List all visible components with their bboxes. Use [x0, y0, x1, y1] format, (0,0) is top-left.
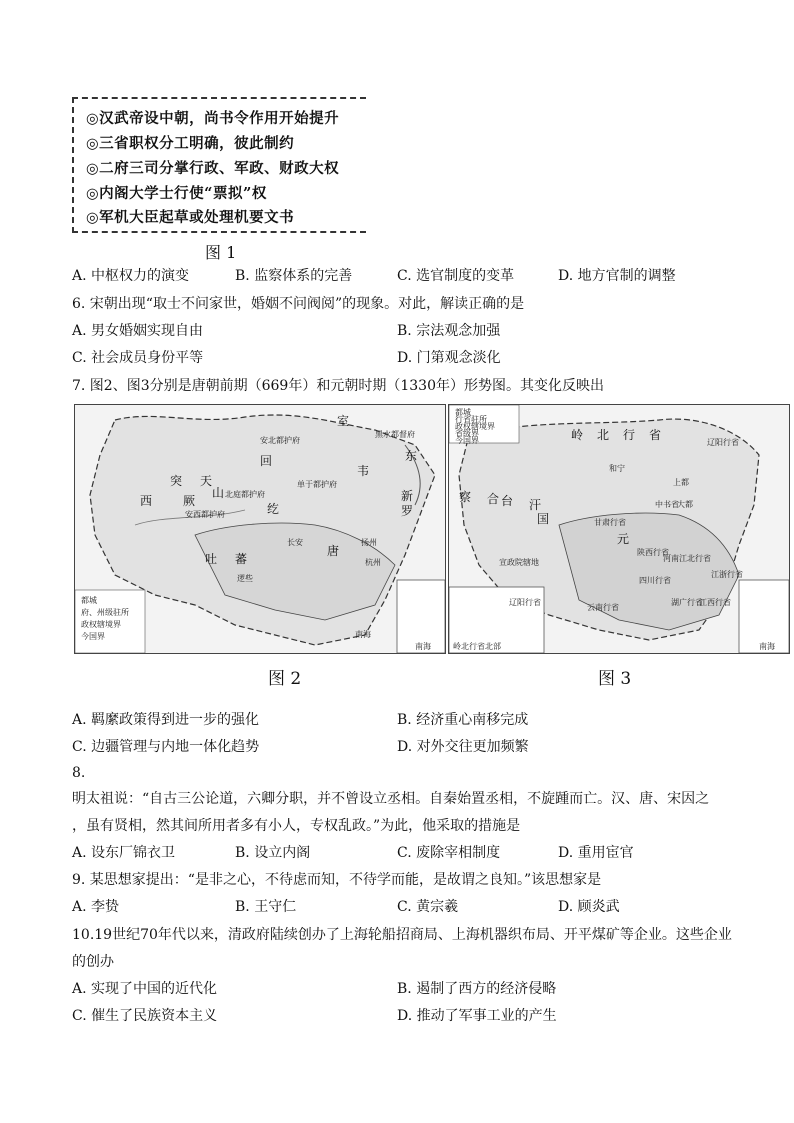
map-3-label: 四川行省: [639, 576, 671, 585]
map-3-drawing: [449, 405, 789, 653]
map-3-legend-item: 省级界: [455, 429, 479, 438]
q9-option-d: D. 顾炎武: [558, 899, 620, 915]
map-3-label: 察: [459, 490, 472, 504]
map-2-label: 室: [337, 414, 350, 428]
map-2-label: 天: [200, 474, 213, 488]
map-3-legend-item: 今国界: [455, 436, 479, 445]
map-2-legend-item: 今国界: [81, 632, 105, 641]
q9-stem: 9. 某思想家提出：“是非之心，不待虑而知，不待学而能，是故谓之良知。”该思想家是: [72, 872, 602, 888]
map-3-inset-label: 南海: [759, 642, 775, 651]
map-figure-2: [74, 404, 446, 654]
q7-option-a: A. 羁縻政策得到进一步的强化: [72, 712, 260, 728]
q8-stem-line-1: 明太祖说：“自古三公论道，六卿分职，并不曾设立丞相。自秦始置丞相，不旋踵而亡。汉、唐、宋因之: [72, 791, 710, 807]
map-2-label: 安西都护府: [185, 510, 225, 519]
map-3-label: 河南江北行省: [663, 554, 711, 563]
map-figure-3: [448, 404, 790, 654]
q8-option-a: A. 设东厂锦衣卫: [72, 845, 176, 861]
map-3-label: 岭: [571, 428, 584, 442]
map-2-label: 长安: [287, 538, 303, 547]
q6-option-a: A. 男女婚姻实现自由: [72, 323, 204, 339]
q6-option-b: B. 宗法观念加强: [397, 323, 501, 339]
figure-1-row: ◎内阁大学士行使“票拟”权: [86, 185, 267, 202]
q6-option-d: D. 门第观念淡化: [397, 350, 501, 366]
q10-stem-line-2: 的创办: [72, 954, 114, 970]
map-3-label: 省: [649, 428, 662, 442]
q5-option-c: C. 选官制度的变革: [397, 268, 515, 284]
map-3-inset-label: 岭北行省北部: [453, 642, 501, 651]
map-2-legend-item: 府、州级驻所: [81, 608, 129, 617]
figure-1-row: ◎三省职权分工明确，彼此制约: [86, 135, 295, 152]
q9-option-b: B. 王守仁: [235, 899, 297, 915]
map-2-label: 扬州: [361, 538, 377, 547]
map-3-legend-item: 都城: [455, 408, 471, 417]
q8-option-c: C. 废除宰相制度: [397, 845, 501, 861]
q7-option-b: B. 经济重心南移完成: [397, 712, 529, 728]
q6-option-c: C. 社会成员身份平等: [72, 350, 204, 366]
map-3-legend-item: 政权辖境界: [455, 422, 495, 431]
q9-option-a: A. 李贽: [72, 899, 120, 915]
map-3-label: 合: [487, 492, 500, 506]
map-3-label: 中书省: [655, 500, 679, 509]
map-3-label: 江西行省: [699, 598, 731, 607]
q10-option-d: D. 推动了军事工业的产生: [397, 1008, 557, 1024]
q10-option-c: C. 催生了民族资本主义: [72, 1008, 218, 1024]
map-2-label: 新: [401, 489, 414, 503]
figure-1-caption: 图 1: [205, 243, 237, 262]
map-2-label: 杭州: [365, 558, 381, 567]
map-2-inset-label: 南海: [415, 642, 431, 651]
map-2-label: 山: [212, 486, 225, 500]
map-3-label: 陕西行省: [637, 548, 669, 557]
map-2-label: 厥: [183, 494, 196, 508]
figure-1-box: [72, 97, 366, 233]
map-3-label: 国: [537, 512, 550, 526]
map-3-label: 和宁: [609, 464, 625, 473]
map-2-label: 南海: [355, 630, 371, 639]
map-3-label: 行: [623, 428, 636, 442]
q8-option-b: B. 设立内阁: [235, 845, 311, 861]
map-3-label: 江浙行省: [711, 570, 743, 579]
figure-1-row: ◎汉武帝设中朝，尚书令作用开始提升: [86, 110, 340, 127]
map-3-label: 甘肃行省: [594, 518, 626, 527]
map-3-label: 大都: [677, 500, 693, 509]
map-2-label: 西: [140, 494, 153, 508]
map-2-label: 安北都护府: [260, 436, 300, 445]
map-2-caption: 图 2: [268, 669, 302, 689]
q7-option-c: C. 边疆管理与内地一体化趋势: [72, 739, 260, 755]
map-3-label: 宣政院辖地: [499, 558, 539, 567]
map-2-label: 东: [405, 449, 418, 463]
map-3-inset-label: 辽阳行省: [509, 598, 541, 607]
map-2-label: 北庭都护府: [225, 490, 265, 499]
q10-option-b: B. 遏制了西方的经济侵略: [397, 981, 557, 997]
map-3-label: 元: [617, 532, 630, 546]
map-2-label: 吐: [205, 552, 218, 566]
map-2-label: 罗: [401, 504, 414, 518]
map-2-label: 蕃: [235, 552, 248, 566]
map-2-legend-item: 都城: [81, 596, 97, 605]
q8-number: 8.: [72, 765, 86, 781]
q7-option-d: D. 对外交往更加频繁: [397, 739, 529, 755]
figure-1-row: ◎二府三司分掌行政、军政、财政大权: [86, 160, 340, 177]
map-2-label: 突: [170, 474, 183, 488]
q10-stem-line-1: 10.19世纪70年代以来，清政府陆续创办了上海轮船招商局、上海机器织布局、开平煤矿等企业。这些企业: [72, 927, 732, 943]
map-3-caption: 图 3: [598, 669, 632, 689]
map-3-label: 辽阳行省: [707, 438, 739, 447]
map-3-label: 湖广行省: [671, 598, 703, 607]
q7-stem: 7. 图2、图3分别是唐朝前期（669年）和元朝时期（1330年）形势图。其变化反映出: [72, 378, 604, 394]
q10-option-a: A. 实现了中国的近代化: [72, 981, 218, 997]
map-2-label: 纥: [267, 502, 280, 516]
map-3-label: 云南行省: [587, 603, 619, 612]
map-2-label: 逻些: [237, 574, 253, 583]
map-2-label: 韦: [357, 464, 370, 478]
map-2-label: 黑水都督府: [375, 430, 415, 439]
map-2-legend-item: 政权辖境界: [81, 620, 121, 629]
map-2-label: 唐: [327, 544, 340, 558]
q5-option-d: D. 地方官制的调整: [558, 268, 676, 284]
q9-option-c: C. 黄宗羲: [397, 899, 459, 915]
figure-1-row: ◎军机大臣起草或处理机要文书: [86, 209, 295, 226]
map-2-drawing: [75, 405, 445, 653]
q6-stem: 6. 宋朝出现“取士不问家世，婚姻不问阀阅”的现象。对此，解读正确的是: [72, 296, 525, 312]
map-3-label: 上都: [673, 478, 689, 487]
q5-option-b: B. 监察体系的完善: [235, 268, 353, 284]
q5-option-a: A. 中枢权力的演变: [72, 268, 190, 284]
q8-stem-line-2: ，虽有贤相，然其间所用者多有小人，专权乱政。”为此，他采取的措施是: [72, 818, 521, 834]
map-2-label: 回: [260, 454, 273, 468]
map-3-legend-item: 行省驻所: [455, 415, 487, 424]
map-3-label: 汗: [529, 498, 542, 512]
map-3-label: 台: [501, 494, 514, 508]
map-2-label: 单于都护府: [297, 480, 337, 489]
q8-option-d: D. 重用宦官: [558, 845, 634, 861]
map-3-label: 北: [597, 428, 610, 442]
